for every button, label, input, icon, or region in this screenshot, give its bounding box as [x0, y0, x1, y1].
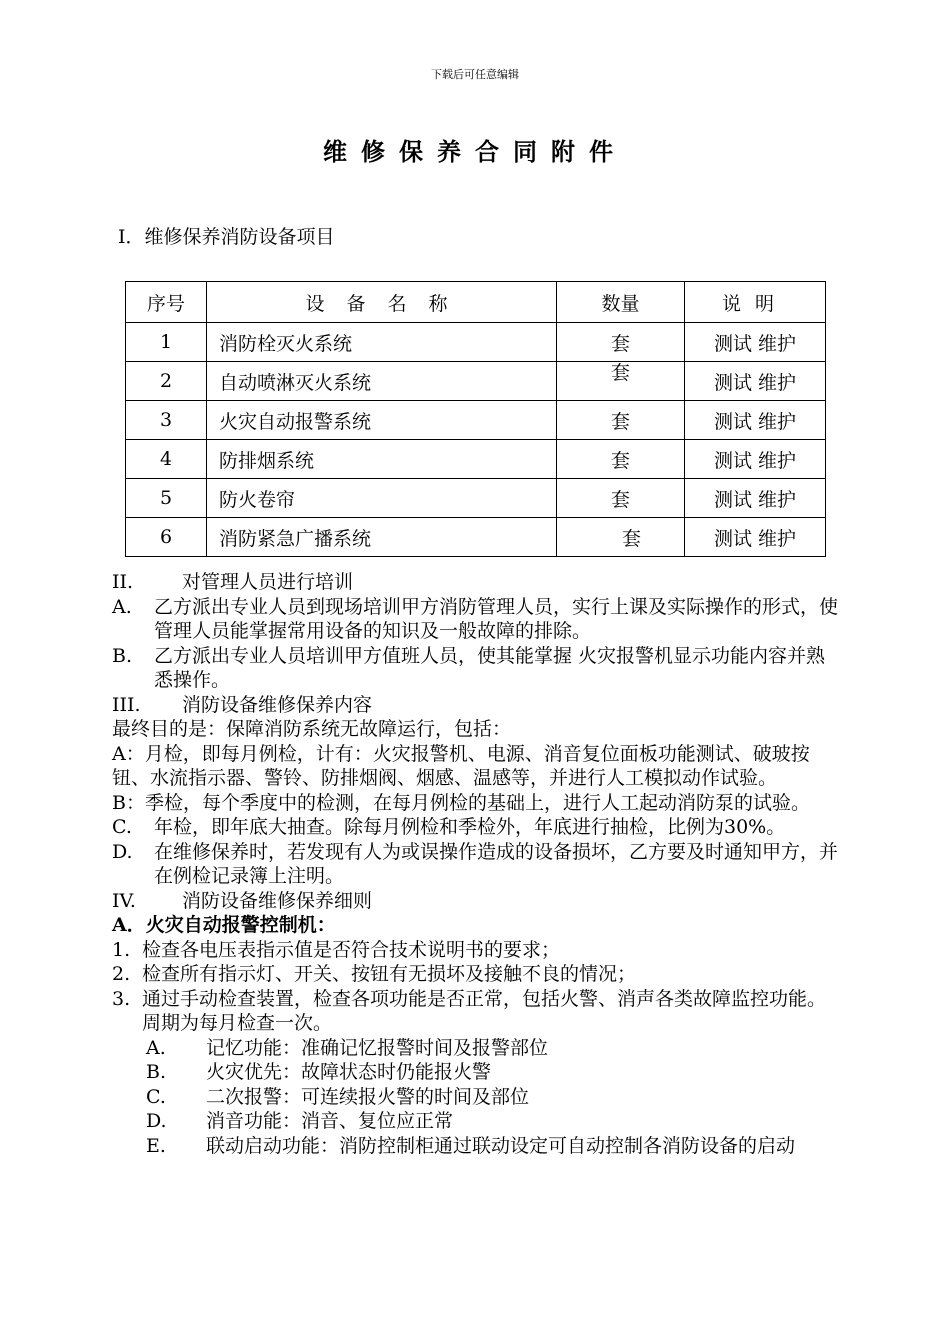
item-label: D.	[112, 840, 133, 863]
cell-index: 2	[126, 362, 207, 401]
list-item	[112, 644, 842, 693]
table-row	[126, 479, 826, 518]
cell-note: 测试 维护	[685, 440, 826, 479]
col-header-qty: 数量	[557, 282, 685, 323]
cell-name: 防排烟系统	[207, 440, 557, 479]
section-title: 对管理人员进行培训	[182, 571, 354, 593]
table-row	[126, 401, 826, 440]
section-4-heading	[112, 889, 842, 914]
sub-list-item	[112, 1085, 842, 1110]
item-label: C.	[146, 1085, 166, 1108]
cell-qty: 套	[557, 440, 685, 479]
section-label: III.	[112, 693, 141, 716]
item-text: 联动启动功能：消防控制柜通过联动设定可自动控制各消防设备的启动	[206, 1134, 796, 1157]
cell-index: 5	[126, 479, 207, 518]
table-row	[126, 323, 826, 362]
item-text: 火灾优先：故障状态时仍能报火警	[206, 1061, 492, 1083]
item-label: D.	[146, 1110, 167, 1132]
section-3-intro: 最终目的是：保障消防系统无故障运行，包括：	[112, 718, 512, 740]
item-label: B.	[112, 644, 133, 667]
item-label: 1.	[112, 938, 131, 961]
cell-qty: 套	[557, 323, 685, 362]
cell-name: 防火卷帘	[207, 479, 557, 518]
item-text: 在维修保养时，若发现有人为或误操作造成的设备损坏，乙方要及时通知甲方，并在例检记录簿上注明。	[154, 840, 839, 887]
header-note: 下载后可任意编辑	[431, 68, 519, 81]
item-label: C.	[112, 816, 132, 838]
table-row	[126, 518, 826, 557]
section-4-subtitle: A．火灾自动报警控制机：	[112, 914, 336, 936]
list-item	[112, 595, 842, 644]
cell-index: 3	[126, 401, 207, 440]
page-title: 维修保养合同附件	[323, 137, 627, 166]
item-label: A.	[112, 595, 132, 618]
quarterly-check-paragraph: B：季检，每个季度中的检测，在每月例检的基础上，进行人工起动消防泵的试验。	[112, 791, 810, 814]
item-label: A.	[146, 1036, 166, 1059]
sub-list-item	[112, 1060, 842, 1085]
section-label: IV.	[112, 889, 136, 912]
cell-qty: 套	[557, 401, 685, 440]
cell-note: 测试 维护	[685, 401, 826, 440]
section-title: 消防设备维修保养内容	[182, 693, 373, 716]
cell-qty	[557, 362, 685, 401]
sub-list-item	[112, 1109, 842, 1134]
item-text: 消音功能：消音、复位应正常	[206, 1110, 454, 1132]
cell-note: 测试 维护	[685, 362, 826, 401]
cell-note: 测试 维护	[685, 518, 826, 557]
list-item	[112, 962, 842, 987]
list-item	[112, 840, 842, 889]
equipment-table	[125, 281, 826, 557]
section-1-heading: I．维修保养消防设备项目	[118, 226, 335, 248]
document-body	[112, 570, 842, 1158]
item-text: 年检，即年底大抽查。除每月例检和季检外，年底进行抽检，比例为30%。	[154, 816, 786, 838]
table-row	[126, 362, 826, 401]
list-item	[112, 938, 842, 963]
item-label: 3.	[112, 987, 131, 1010]
item-text: 检查所有指示灯、开关、按钮有无损坏及接触不良的情况；	[142, 963, 637, 985]
cell-name: 消防栓灭火系统	[207, 323, 557, 362]
cell-name: 火灾自动报警系统	[207, 401, 557, 440]
monthly-check-paragraph: A：月检，即每月例检，计有：火灾报警机、电源、消音复位面板功能测试、破玻按钮、水流指示器、警铃、防排烟阀、烟感、温感等，并进行人工模拟动作试验。	[112, 742, 810, 789]
item-text: 记忆功能：准确记忆报警时间及报警部位	[206, 1036, 549, 1059]
cell-index: 4	[126, 440, 207, 479]
section-2-heading	[112, 570, 842, 595]
cell-index: 6	[126, 518, 207, 557]
sub-list-item	[112, 1134, 842, 1159]
item-text: 通过手动检查装置，检查各项功能是否正常，包括火警、消声各类故障监控功能。周期为每月检查一次。	[142, 987, 827, 1034]
cell-note: 测试 维护	[685, 323, 826, 362]
item-label: E.	[146, 1134, 166, 1157]
table-header-row	[126, 282, 826, 323]
section-3-heading	[112, 693, 842, 718]
sub-list-item	[112, 1036, 842, 1061]
section-title: 消防设备维修保养细则	[182, 889, 373, 912]
col-header-index: 序号	[126, 282, 207, 323]
section-label: II.	[112, 571, 134, 593]
item-label: 2.	[112, 963, 131, 985]
list-item	[112, 815, 842, 840]
col-header-note: 说明	[685, 282, 826, 323]
item-text: 检查各电压表指示值是否符合技术说明书的要求；	[142, 938, 561, 961]
cell-name: 自动喷淋灭火系统	[207, 362, 557, 401]
cell-qty-text: 套	[610, 361, 630, 384]
col-header-name: 设备名称	[207, 282, 557, 323]
list-item	[112, 987, 842, 1036]
cell-index: 1	[126, 323, 207, 362]
cell-qty: 套	[557, 518, 685, 557]
item-label: B.	[146, 1061, 167, 1083]
table-row	[126, 440, 826, 479]
item-text: 二次报警：可连续报火警的时间及部位	[206, 1085, 530, 1108]
cell-name: 消防紧急广播系统	[207, 518, 557, 557]
item-text: 乙方派出专业人员培训甲方值班人员，使其能掌握 火灾报警机显示功能内容并熟悉操作。	[154, 644, 826, 691]
cell-note: 测试 维护	[685, 479, 826, 518]
cell-qty: 套	[557, 479, 685, 518]
item-text: 乙方派出专业人员到现场培训甲方消防管理人员，实行上课及实际操作的形式，使管理人员能掌握常用设备的知识及一般故障的排除。	[154, 595, 839, 642]
